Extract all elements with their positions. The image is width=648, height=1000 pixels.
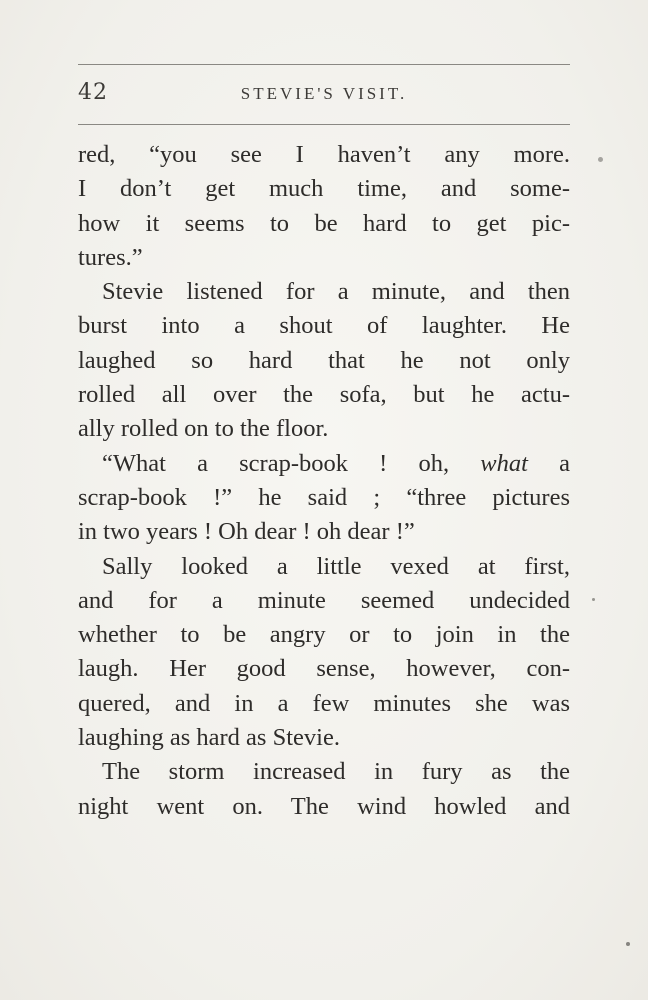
- text-line: I don’t get much time, and some-: [78, 175, 570, 203]
- text-line: in two years ! Oh dear ! oh dear !”: [78, 518, 415, 546]
- text-line: how it seems to be hard to get pic-: [78, 209, 570, 237]
- text-line: Stevie listened for a minute, and then: [102, 278, 570, 306]
- paper-speck: [626, 942, 630, 946]
- text-segment: a: [559, 449, 570, 477]
- text-line: scrap-book !” he said ; “three pictures: [78, 483, 570, 511]
- running-head-title: STEVIE'S VISIT.: [240, 84, 408, 103]
- text-line: tures.”: [78, 243, 143, 271]
- text-line: and for a minute seemed undecided: [78, 586, 570, 614]
- header-top-rule: [78, 64, 570, 65]
- page-number: 42: [78, 80, 108, 105]
- text-line: red, “you see I haven’t any more.: [78, 141, 570, 168]
- text-line: The storm increased in fury as the: [102, 758, 570, 786]
- body-text: [78, 138, 570, 824]
- header-bottom-rule: [78, 124, 570, 125]
- text-line: ally rolled on to the floor.: [78, 415, 329, 443]
- text-line: laughing as hard as Stevie.: [78, 724, 340, 752]
- text-line-with-emphasis: [78, 447, 570, 481]
- paper-speck: [598, 157, 603, 162]
- text-segment: “What a scrap-book ! oh,: [102, 449, 450, 477]
- paper-speck: [592, 598, 595, 601]
- text-line: night went on. The wind howled and: [78, 792, 570, 820]
- text-line: rolled all over the sofa, but he actu-: [78, 381, 570, 409]
- text-line: whether to be angry or to join in the: [78, 621, 570, 649]
- text-line: quered, and in a few minutes she was: [78, 689, 570, 717]
- text-line: burst into a shout of laughter. He: [78, 312, 570, 340]
- text-line: Sally looked a little vexed at first,: [102, 552, 570, 580]
- text-line: laugh. Her good sense, however, con-: [78, 655, 570, 683]
- text-line: laughed so hard that he not only: [78, 346, 570, 374]
- emphasized-word: what: [480, 449, 528, 477]
